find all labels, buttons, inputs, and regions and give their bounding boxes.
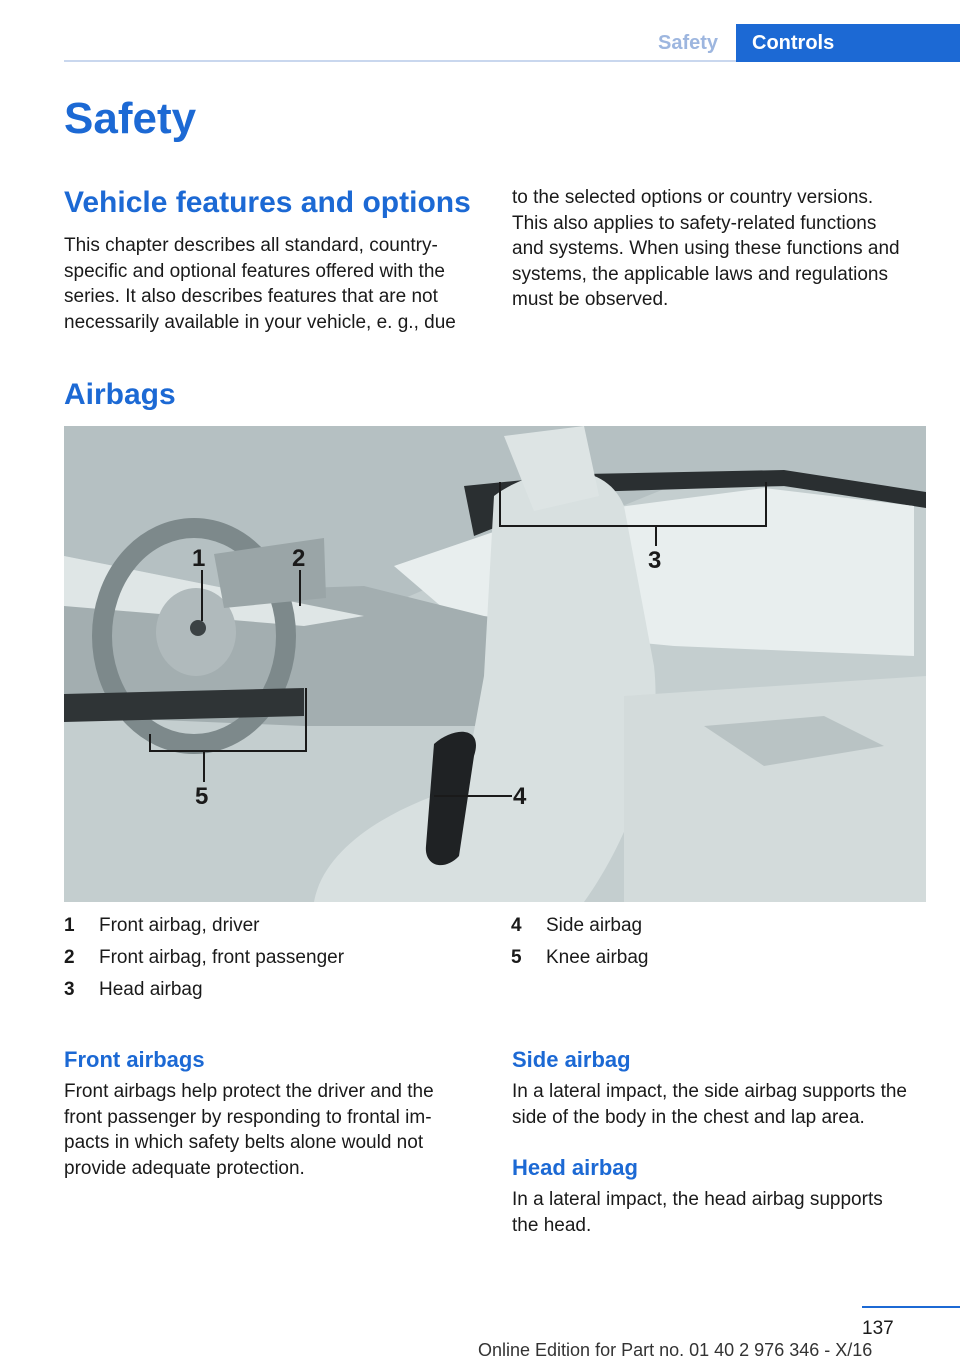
footer-rule (862, 1306, 960, 1308)
text-line: to the selected options or country versions. (512, 187, 874, 208)
legend-number: 3 (64, 979, 75, 1000)
legend-number: 2 (64, 947, 75, 968)
legend-text: Head airbag (99, 979, 203, 1000)
head-airbag-text (512, 1187, 942, 1238)
text-line: the head. (512, 1214, 592, 1236)
vehicle-features-text-col1 (64, 233, 484, 335)
text-line: provide adequate protection. (64, 1157, 305, 1179)
legend-item (511, 942, 931, 974)
text-line: series. It also describes features that are not (64, 286, 438, 307)
text-line: must be observed. (512, 289, 669, 310)
text-line: In a lateral impact, the head airbag supports (512, 1189, 883, 1210)
airbag-illustration (64, 426, 926, 902)
text-line: systems, the applicable laws and regulations (512, 263, 888, 285)
text-line: front passenger by responding to frontal im- (64, 1106, 432, 1128)
legend-item (64, 942, 484, 974)
vehicle-features-text-col2 (512, 185, 932, 313)
legend-number: 1 (64, 915, 75, 936)
text-line: In a lateral impact, the side airbag supports the (512, 1081, 908, 1102)
legend-text: Front airbag, driver (99, 915, 260, 936)
text-line: side of the body in the chest and lap area. (512, 1106, 865, 1128)
figure-label-4: 4 (513, 783, 527, 810)
text-line: Front airbags help protect the driver and the (64, 1081, 434, 1102)
section-heading-airbags: Airbags (64, 378, 176, 411)
legend-text: Front airbag, front passenger (99, 947, 345, 968)
legend-text: Knee airbag (546, 947, 649, 968)
section-heading-vehicle-features: Vehicle features and options (64, 186, 471, 219)
legend-item (64, 910, 484, 942)
car-interior-drawing (64, 426, 926, 902)
legend-text: Side airbag (546, 915, 643, 936)
legend-column-left (64, 910, 484, 1006)
text-line: This also applies to safety-related functions (512, 212, 877, 234)
header-tab-safety[interactable]: Safety (657, 32, 719, 54)
subheading-head-airbag: Head airbag (512, 1155, 638, 1180)
page-title: Safety (64, 94, 197, 143)
figure-label-1: 1 (192, 545, 206, 572)
figure-label-5: 5 (195, 783, 209, 810)
text-line: and systems. When using these functions and (512, 238, 900, 259)
legend-number: 5 (511, 947, 522, 968)
subheading-front-airbags: Front airbags (64, 1047, 205, 1072)
page-number: 137 (862, 1318, 894, 1339)
legend-column-right (511, 910, 931, 974)
footer-edition: Online Edition for Part no. 01 40 2 976 346 - X/16 (478, 1340, 873, 1360)
legend-item (64, 974, 484, 1006)
side-airbag-text (512, 1079, 942, 1130)
text-line: pacts in which safety belts alone would not (64, 1132, 424, 1153)
figure-label-3: 3 (648, 547, 662, 574)
subheading-side-airbag: Side airbag (512, 1047, 631, 1072)
legend-item (511, 910, 931, 942)
text-line: This chapter describes all standard, country- (64, 235, 438, 256)
legend-number: 4 (511, 915, 522, 936)
front-airbags-text (64, 1079, 484, 1181)
figure-label-2: 2 (292, 545, 306, 572)
header-tab-controls[interactable]: Controls (736, 24, 960, 62)
text-line: necessarily available in your vehicle, e. g., due (64, 311, 456, 333)
text-line: specific and optional features offered with the (64, 260, 445, 282)
